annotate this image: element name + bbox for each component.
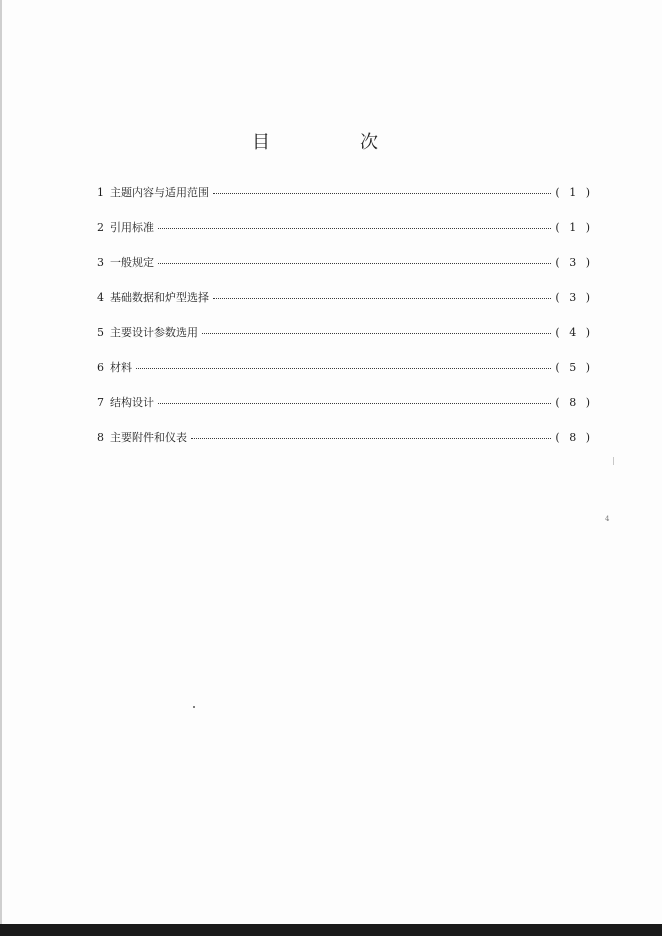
- toc-entry-title: 主要设计参数选用: [110, 326, 198, 339]
- toc-entry: [97, 256, 593, 291]
- toc-entry-number: 8: [97, 431, 104, 444]
- scan-bottom-edge: [0, 924, 662, 936]
- toc-entry-title: 引用标准: [110, 221, 154, 234]
- toc-entry: [97, 291, 593, 326]
- toc-entry: [97, 186, 593, 221]
- table-of-contents: [97, 186, 593, 466]
- toc-entry-number: 2: [97, 221, 104, 234]
- toc-entry-title: 结构设计: [110, 396, 154, 409]
- toc-entry: [97, 221, 593, 256]
- toc-dot-leader: [136, 368, 551, 369]
- toc-entry: [97, 431, 593, 466]
- toc-entry-page: ( 5 ): [555, 361, 593, 374]
- toc-entry-page: ( 1 ): [555, 221, 593, 234]
- toc-entry-number: 3: [97, 256, 104, 269]
- toc-entry-page: ( 4 ): [555, 326, 593, 339]
- toc-dot-leader: [158, 263, 551, 264]
- toc-entry-page: ( 3 ): [555, 256, 593, 269]
- toc-dot-leader: [191, 438, 551, 439]
- toc-entry-number: 4: [97, 291, 104, 304]
- toc-entry-number: 7: [97, 396, 104, 409]
- toc-dot-leader: [158, 403, 551, 404]
- toc-entry-title: 一般规定: [110, 256, 154, 269]
- toc-dot-leader: [202, 333, 551, 334]
- toc-entry-number: 1: [97, 186, 104, 199]
- page-title: 目 次: [252, 132, 414, 153]
- toc-entry: [97, 396, 593, 431]
- toc-dot-leader: [213, 193, 551, 194]
- toc-entry-page: ( 1 ): [555, 186, 593, 199]
- toc-entry-title: 材料: [110, 361, 132, 374]
- toc-entry-title: 主要附件和仪表: [110, 431, 187, 444]
- toc-entry-title: 主题内容与适用范围: [110, 186, 209, 199]
- toc-entry: [97, 326, 593, 361]
- toc-dot-leader: [213, 298, 551, 299]
- toc-entry-title: 基础数据和炉型选择: [110, 291, 209, 304]
- toc-entry-page: ( 8 ): [555, 396, 593, 409]
- toc-entry-page: ( 8 ): [555, 431, 593, 444]
- toc-dot-leader: [158, 228, 551, 229]
- scan-artifact-tick: [613, 457, 614, 465]
- scan-artifact-speck: [193, 706, 195, 708]
- toc-entry-number: 5: [97, 326, 104, 339]
- toc-entry: [97, 361, 593, 396]
- margin-page-mark: 4: [605, 515, 610, 523]
- toc-entry-page: ( 3 ): [555, 291, 593, 304]
- toc-entry-number: 6: [97, 361, 104, 374]
